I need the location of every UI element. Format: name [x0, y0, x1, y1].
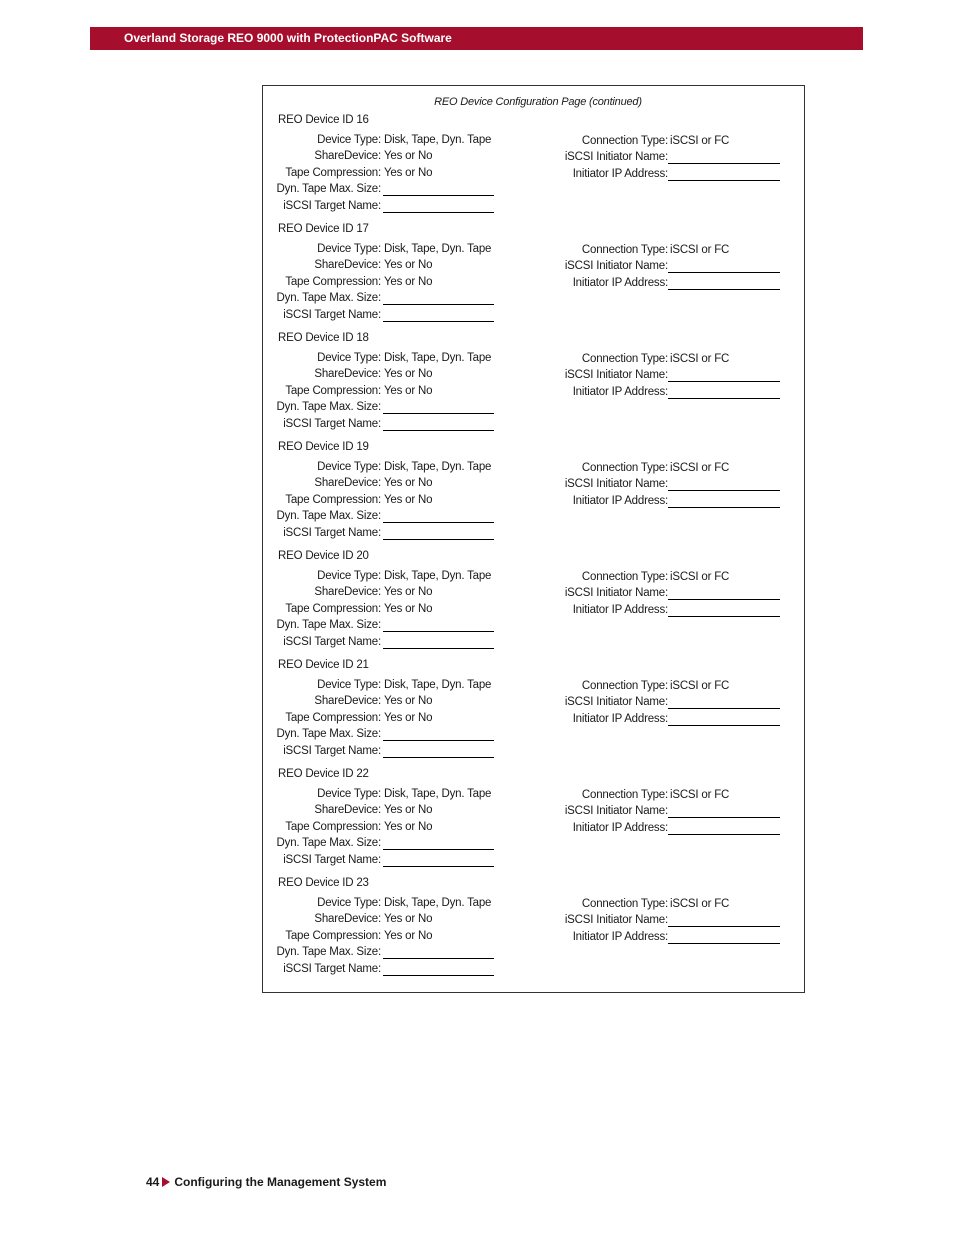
- iscsi-target-name-field[interactable]: [383, 866, 494, 867]
- dyn-tape-max-size-row: [263, 290, 495, 306]
- share-device-label: ShareDevice:: [314, 259, 381, 271]
- device-type-value: Disk, Tape, Dyn. Tape: [384, 897, 492, 909]
- tape-compression-label: Tape Compression:: [285, 276, 381, 288]
- iscsi-initiator-name-label: iSCSI Initiator Name:: [564, 696, 668, 708]
- connection-type-value: iSCSI or FC: [670, 571, 730, 583]
- iscsi-target-name-row: [263, 198, 495, 214]
- initiator-ip-address-label: Initiator IP Address:: [572, 604, 668, 616]
- dyn-tape-max-size-row: [263, 508, 495, 524]
- device-block-7: [263, 877, 804, 986]
- dyn-tape-max-size-row: [263, 181, 495, 197]
- iscsi-target-name-label: iSCSI Target Name:: [283, 200, 381, 212]
- connection-type-row: [513, 133, 781, 149]
- share-device-value: Yes or No: [384, 586, 433, 598]
- iscsi-initiator-name-field[interactable]: [668, 708, 780, 709]
- iscsi-target-name-label: iSCSI Target Name:: [283, 309, 381, 321]
- share-device-label: ShareDevice:: [314, 586, 381, 598]
- iscsi-target-name-field[interactable]: [383, 212, 494, 213]
- share-device-label: ShareDevice:: [314, 150, 381, 162]
- initiator-ip-address-row: [513, 275, 781, 291]
- dyn-tape-max-size-field[interactable]: [383, 631, 494, 632]
- tape-compression-row: [263, 492, 495, 508]
- iscsi-initiator-name-label: iSCSI Initiator Name:: [564, 151, 668, 163]
- iscsi-initiator-name-row: [513, 585, 781, 601]
- tape-compression-label: Tape Compression:: [285, 385, 381, 397]
- share-device-label: ShareDevice:: [314, 368, 381, 380]
- device-type-value: Disk, Tape, Dyn. Tape: [384, 352, 492, 364]
- dyn-tape-max-size-label: Dyn. Tape Max. Size:: [276, 619, 381, 631]
- device-type-value: Disk, Tape, Dyn. Tape: [384, 679, 492, 691]
- iscsi-initiator-name-label: iSCSI Initiator Name:: [564, 587, 668, 599]
- device-type-label: Device Type:: [317, 788, 381, 800]
- iscsi-target-name-field[interactable]: [383, 430, 494, 431]
- initiator-ip-address-row: [513, 820, 781, 836]
- tape-compression-row: [263, 819, 495, 835]
- dyn-tape-max-size-field[interactable]: [383, 195, 494, 196]
- connection-type-label: Connection Type:: [581, 135, 668, 147]
- form-caption: REO Device Configuration Page (continued): [434, 96, 642, 108]
- iscsi-target-name-label: iSCSI Target Name:: [283, 636, 381, 648]
- device-type-value: Disk, Tape, Dyn. Tape: [384, 461, 492, 473]
- device-title: REO Device ID 21: [278, 659, 369, 671]
- share-device-row: [263, 257, 495, 273]
- connection-type-value: iSCSI or FC: [670, 680, 730, 692]
- iscsi-initiator-name-row: [513, 149, 781, 165]
- share-device-label: ShareDevice:: [314, 804, 381, 816]
- iscsi-target-name-field[interactable]: [383, 539, 494, 540]
- dyn-tape-max-size-label: Dyn. Tape Max. Size:: [276, 946, 381, 958]
- iscsi-initiator-name-row: [513, 258, 781, 274]
- tape-compression-label: Tape Compression:: [285, 494, 381, 506]
- connection-type-label: Connection Type:: [581, 898, 668, 910]
- header-title: Overland Storage REO 9000 with ProtectionPAC Software: [124, 31, 452, 45]
- dyn-tape-max-size-row: [263, 944, 495, 960]
- dyn-tape-max-size-field[interactable]: [383, 740, 494, 741]
- initiator-ip-address-label: Initiator IP Address:: [572, 168, 668, 180]
- device-type-row: [263, 459, 495, 475]
- iscsi-target-name-label: iSCSI Target Name:: [283, 527, 381, 539]
- dyn-tape-max-size-label: Dyn. Tape Max. Size:: [276, 292, 381, 304]
- initiator-ip-address-field[interactable]: [668, 507, 780, 508]
- connection-type-row: [513, 242, 781, 258]
- device-type-value: Disk, Tape, Dyn. Tape: [384, 243, 492, 255]
- device-block-4: [263, 550, 804, 659]
- initiator-ip-address-row: [513, 166, 781, 182]
- iscsi-target-name-field[interactable]: [383, 975, 494, 976]
- initiator-ip-address-label: Initiator IP Address:: [572, 277, 668, 289]
- device-config-form: [262, 85, 805, 993]
- initiator-ip-address-field[interactable]: [668, 180, 780, 181]
- tape-compression-row: [263, 601, 495, 617]
- device-block-5: [263, 659, 804, 768]
- iscsi-initiator-name-row: [513, 912, 781, 928]
- initiator-ip-address-row: [513, 929, 781, 945]
- initiator-ip-address-row: [513, 602, 781, 618]
- device-block-2: [263, 332, 804, 441]
- iscsi-target-name-row: [263, 525, 495, 541]
- device-block-3: [263, 441, 804, 550]
- connection-type-value: iSCSI or FC: [670, 789, 730, 801]
- dyn-tape-max-size-field[interactable]: [383, 413, 494, 414]
- connection-type-value: iSCSI or FC: [670, 244, 730, 256]
- device-title: REO Device ID 19: [278, 441, 369, 453]
- share-device-value: Yes or No: [384, 695, 433, 707]
- share-device-label: ShareDevice:: [314, 477, 381, 489]
- initiator-ip-address-field[interactable]: [668, 834, 780, 835]
- device-type-row: [263, 350, 495, 366]
- initiator-ip-address-field[interactable]: [668, 616, 780, 617]
- tape-compression-value: Yes or No: [384, 712, 433, 724]
- dyn-tape-max-size-row: [263, 617, 495, 633]
- iscsi-initiator-name-field[interactable]: [668, 163, 780, 164]
- device-type-label: Device Type:: [317, 679, 381, 691]
- share-device-row: [263, 366, 495, 382]
- share-device-label: ShareDevice:: [314, 695, 381, 707]
- iscsi-initiator-name-row: [513, 803, 781, 819]
- dyn-tape-max-size-field[interactable]: [383, 304, 494, 305]
- device-title: REO Device ID 20: [278, 550, 369, 562]
- initiator-ip-address-field[interactable]: [668, 725, 780, 726]
- device-title: REO Device ID 16: [278, 114, 369, 126]
- dyn-tape-max-size-label: Dyn. Tape Max. Size:: [276, 401, 381, 413]
- tape-compression-value: Yes or No: [384, 930, 433, 942]
- connection-type-row: [513, 460, 781, 476]
- tape-compression-label: Tape Compression:: [285, 603, 381, 615]
- device-type-label: Device Type:: [317, 461, 381, 473]
- device-type-label: Device Type:: [317, 243, 381, 255]
- dyn-tape-max-size-label: Dyn. Tape Max. Size:: [276, 837, 381, 849]
- initiator-ip-address-field[interactable]: [668, 943, 780, 944]
- iscsi-initiator-name-row: [513, 694, 781, 710]
- dyn-tape-max-size-row: [263, 835, 495, 851]
- iscsi-target-name-row: [263, 961, 495, 977]
- tape-compression-row: [263, 274, 495, 290]
- initiator-ip-address-row: [513, 711, 781, 727]
- share-device-row: [263, 911, 495, 927]
- iscsi-initiator-name-row: [513, 476, 781, 492]
- initiator-ip-address-field[interactable]: [668, 289, 780, 290]
- connection-type-value: iSCSI or FC: [670, 135, 730, 147]
- iscsi-target-name-row: [263, 307, 495, 323]
- iscsi-initiator-name-label: iSCSI Initiator Name:: [564, 260, 668, 272]
- share-device-value: Yes or No: [384, 150, 433, 162]
- iscsi-initiator-name-field[interactable]: [668, 599, 780, 600]
- device-block-0: [263, 114, 804, 223]
- share-device-row: [263, 148, 495, 164]
- iscsi-initiator-name-label: iSCSI Initiator Name:: [564, 805, 668, 817]
- tape-compression-value: Yes or No: [384, 821, 433, 833]
- device-title: REO Device ID 22: [278, 768, 369, 780]
- tape-compression-row: [263, 165, 495, 181]
- share-device-row: [263, 584, 495, 600]
- device-type-row: [263, 568, 495, 584]
- initiator-ip-address-label: Initiator IP Address:: [572, 931, 668, 943]
- dyn-tape-max-size-field[interactable]: [383, 849, 494, 850]
- share-device-value: Yes or No: [384, 913, 433, 925]
- dyn-tape-max-size-row: [263, 399, 495, 415]
- connection-type-row: [513, 678, 781, 694]
- iscsi-initiator-name-field[interactable]: [668, 926, 780, 927]
- connection-type-value: iSCSI or FC: [670, 353, 730, 365]
- connection-type-row: [513, 351, 781, 367]
- dyn-tape-max-size-label: Dyn. Tape Max. Size:: [276, 510, 381, 522]
- iscsi-initiator-name-field[interactable]: [668, 817, 780, 818]
- device-type-row: [263, 132, 495, 148]
- share-device-label: ShareDevice:: [314, 913, 381, 925]
- connection-type-label: Connection Type:: [581, 789, 668, 801]
- running-header: [90, 27, 863, 50]
- device-title: REO Device ID 18: [278, 332, 369, 344]
- dyn-tape-max-size-label: Dyn. Tape Max. Size:: [276, 728, 381, 740]
- iscsi-initiator-name-field[interactable]: [668, 381, 780, 382]
- initiator-ip-address-row: [513, 493, 781, 509]
- iscsi-target-name-row: [263, 852, 495, 868]
- connection-type-row: [513, 787, 781, 803]
- device-type-label: Device Type:: [317, 570, 381, 582]
- device-title: REO Device ID 17: [278, 223, 369, 235]
- tape-compression-label: Tape Compression:: [285, 821, 381, 833]
- iscsi-initiator-name-field[interactable]: [668, 490, 780, 491]
- tape-compression-row: [263, 383, 495, 399]
- connection-type-label: Connection Type:: [581, 244, 668, 256]
- share-device-value: Yes or No: [384, 368, 433, 380]
- connection-type-row: [513, 569, 781, 585]
- tape-compression-value: Yes or No: [384, 494, 433, 506]
- device-type-label: Device Type:: [317, 134, 381, 146]
- arrow-right-icon: [162, 1177, 170, 1187]
- iscsi-initiator-name-field[interactable]: [668, 272, 780, 273]
- tape-compression-label: Tape Compression:: [285, 712, 381, 724]
- tape-compression-row: [263, 928, 495, 944]
- connection-type-value: iSCSI or FC: [670, 898, 730, 910]
- iscsi-target-name-label: iSCSI Target Name:: [283, 745, 381, 757]
- iscsi-target-name-row: [263, 743, 495, 759]
- iscsi-initiator-name-row: [513, 367, 781, 383]
- share-device-row: [263, 475, 495, 491]
- device-type-value: Disk, Tape, Dyn. Tape: [384, 788, 492, 800]
- iscsi-target-name-field[interactable]: [383, 757, 494, 758]
- device-type-row: [263, 786, 495, 802]
- tape-compression-value: Yes or No: [384, 603, 433, 615]
- iscsi-target-name-row: [263, 416, 495, 432]
- share-device-row: [263, 693, 495, 709]
- initiator-ip-address-label: Initiator IP Address:: [572, 713, 668, 725]
- initiator-ip-address-row: [513, 384, 781, 400]
- connection-type-value: iSCSI or FC: [670, 462, 730, 474]
- iscsi-target-name-label: iSCSI Target Name:: [283, 854, 381, 866]
- dyn-tape-max-size-field[interactable]: [383, 958, 494, 959]
- iscsi-target-name-label: iSCSI Target Name:: [283, 963, 381, 975]
- device-type-row: [263, 677, 495, 693]
- device-type-row: [263, 895, 495, 911]
- connection-type-label: Connection Type:: [581, 462, 668, 474]
- tape-compression-label: Tape Compression:: [285, 167, 381, 179]
- initiator-ip-address-field[interactable]: [668, 398, 780, 399]
- iscsi-initiator-name-label: iSCSI Initiator Name:: [564, 914, 668, 926]
- iscsi-target-name-row: [263, 634, 495, 650]
- connection-type-label: Connection Type:: [581, 353, 668, 365]
- device-type-value: Disk, Tape, Dyn. Tape: [384, 570, 492, 582]
- device-type-value: Disk, Tape, Dyn. Tape: [384, 134, 492, 146]
- initiator-ip-address-label: Initiator IP Address:: [572, 822, 668, 834]
- tape-compression-label: Tape Compression:: [285, 930, 381, 942]
- device-type-row: [263, 241, 495, 257]
- initiator-ip-address-label: Initiator IP Address:: [572, 386, 668, 398]
- device-block-1: [263, 223, 804, 332]
- tape-compression-value: Yes or No: [384, 167, 433, 179]
- connection-type-row: [513, 896, 781, 912]
- device-type-label: Device Type:: [317, 352, 381, 364]
- page-number: 44: [146, 1175, 160, 1189]
- iscsi-target-name-field[interactable]: [383, 321, 494, 322]
- footer-section: Configuring the Management System: [174, 1175, 387, 1189]
- dyn-tape-max-size-field[interactable]: [383, 522, 494, 523]
- iscsi-initiator-name-label: iSCSI Initiator Name:: [564, 478, 668, 490]
- connection-type-label: Connection Type:: [581, 680, 668, 692]
- iscsi-target-name-field[interactable]: [383, 648, 494, 649]
- share-device-value: Yes or No: [384, 259, 433, 271]
- share-device-value: Yes or No: [384, 477, 433, 489]
- device-title: REO Device ID 23: [278, 877, 369, 889]
- tape-compression-value: Yes or No: [384, 276, 433, 288]
- initiator-ip-address-label: Initiator IP Address:: [572, 495, 668, 507]
- dyn-tape-max-size-row: [263, 726, 495, 742]
- dyn-tape-max-size-label: Dyn. Tape Max. Size:: [276, 183, 381, 195]
- device-type-label: Device Type:: [317, 897, 381, 909]
- connection-type-label: Connection Type:: [581, 571, 668, 583]
- iscsi-target-name-label: iSCSI Target Name:: [283, 418, 381, 430]
- share-device-value: Yes or No: [384, 804, 433, 816]
- iscsi-initiator-name-label: iSCSI Initiator Name:: [564, 369, 668, 381]
- tape-compression-row: [263, 710, 495, 726]
- page-footer: [146, 1174, 386, 1190]
- device-block-6: [263, 768, 804, 877]
- tape-compression-value: Yes or No: [384, 385, 433, 397]
- share-device-row: [263, 802, 495, 818]
